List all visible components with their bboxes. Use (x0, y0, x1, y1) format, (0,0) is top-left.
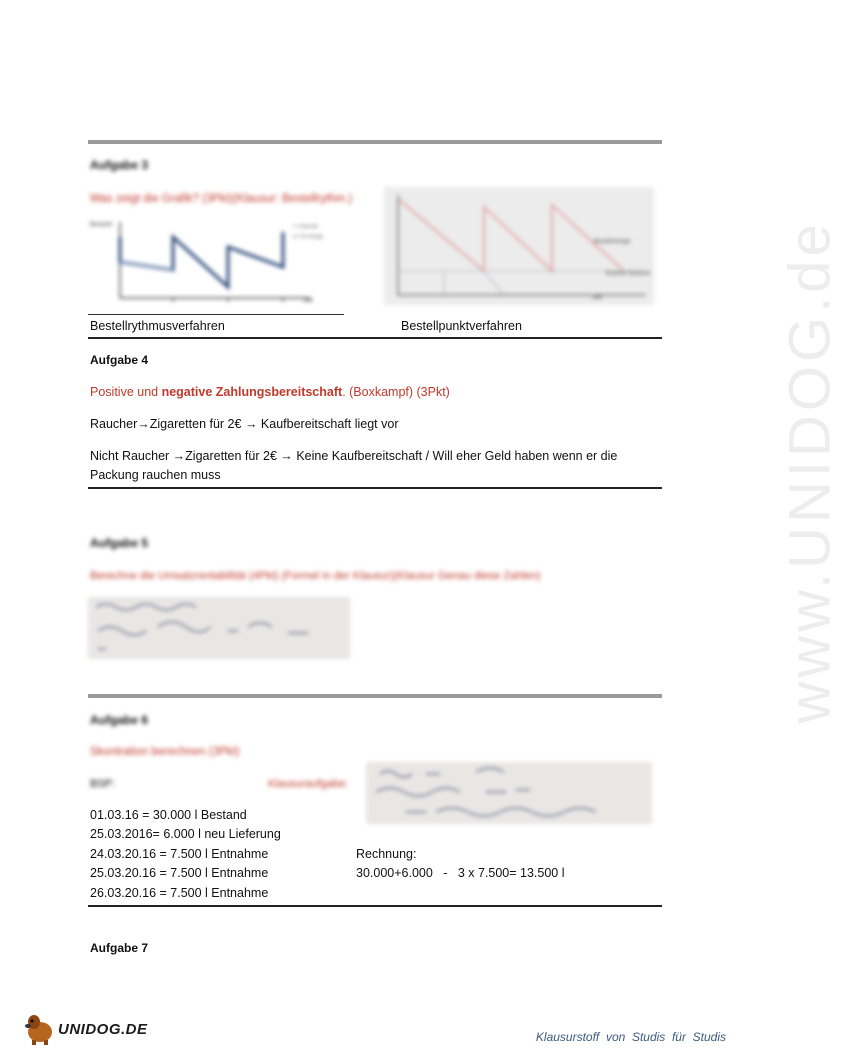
graph-right-x-label: Zeit (592, 295, 603, 301)
rechnung-value: 30.000+6.000 - 3 x 7.500= 13.500 l (356, 866, 565, 880)
bestellpunkt-graph (384, 187, 654, 305)
aufgabe-6-heading: Aufgabe 6 (90, 713, 149, 727)
aufgabe-4-line-2a: Nicht Raucher →Zigaretten für 2€ → Keine Kaufbereitschaft / Will eher Geld haben wenn er die (90, 449, 618, 463)
handwritten-note-image (88, 597, 350, 659)
right-graph-caption: Bestellpunktverfahren (401, 319, 522, 333)
section-divider (88, 905, 662, 907)
section-divider (88, 140, 662, 144)
handwritten-note-image (366, 762, 652, 824)
aufgabe-4-heading: Aufgabe 4 (90, 353, 149, 367)
question-part-1: Positive und (90, 385, 162, 399)
aufgabe-5-question: Berechne die Umsatzrentabilität (4Pkt) (Formel in der Klausur)(Klausur Genau diese Zahlen) (90, 570, 541, 582)
aufgabe-3-question: Was zeigt die Grafik? (3Pkt)(Klausur: Bestellrythm.) (90, 193, 353, 205)
unidog-logo (22, 1012, 162, 1046)
section-divider (88, 487, 662, 489)
left-graph-caption: Bestellrythmusverfahren (90, 319, 225, 333)
aufgabe-4-line-1: Raucher→Zigaretten für 2€ → Kaufbereitschaft liegt vor (90, 417, 399, 431)
dog-mascot-icon (22, 1012, 58, 1046)
aufgabe-6-question: Skontration berechnen (3Pkt) (90, 746, 240, 758)
aufgabe-7-heading: Aufgabe 7 (90, 941, 149, 955)
entry-line: 25.03.20.16 = 7.500 l Entnahme (90, 866, 269, 880)
entry-line: 25.03.2016= 6.000 l neu Lieferung (90, 827, 281, 841)
entry-line: 24.03.20.16 = 7.500 l Entnahme (90, 847, 269, 861)
logo-text: UNIDOG.DE (58, 1021, 148, 1038)
aufgabe-5-heading: Aufgabe 5 (90, 536, 149, 550)
aufgabe-4-question (90, 383, 450, 401)
graph-legend-2: q = fix menge (293, 234, 324, 240)
klausur-label: Klausuraufgabe: (268, 778, 349, 790)
entry-line: 26.03.20.16 = 7.500 l Entnahme (90, 886, 269, 900)
section-divider (88, 337, 662, 339)
graph-x-label: Zeit (303, 298, 314, 304)
footer-tagline: Klausurstoff von Studis für Studis (535, 1030, 726, 1044)
graph-reserve-label: Eiserne Reserve (606, 271, 651, 277)
question-part-2: . (Boxkampf) (3Pkt) (342, 385, 450, 399)
entry-line: 01.03.16 = 30.000 l Bestand (90, 808, 247, 822)
aufgabe-4-line-2b: Packung rauchen muss (90, 468, 221, 482)
graph-top-label: Bestellmenge (594, 239, 631, 245)
question-bold: negative Zahlungsbereitschaft (161, 385, 343, 399)
bsp-label: BSP: (90, 778, 116, 790)
graph-legend-1: t = Intervall (293, 224, 318, 230)
section-divider (88, 694, 662, 698)
caption-underline (88, 314, 344, 315)
rechnung-label: Rechnung: (356, 847, 417, 861)
bestellrythmus-graph (88, 212, 348, 312)
aufgabe-3-heading: Aufgabe 3 (90, 158, 149, 172)
watermark-text: www.UNIDOG.de (777, 220, 843, 724)
graph-y-label: Bestand (90, 222, 113, 228)
